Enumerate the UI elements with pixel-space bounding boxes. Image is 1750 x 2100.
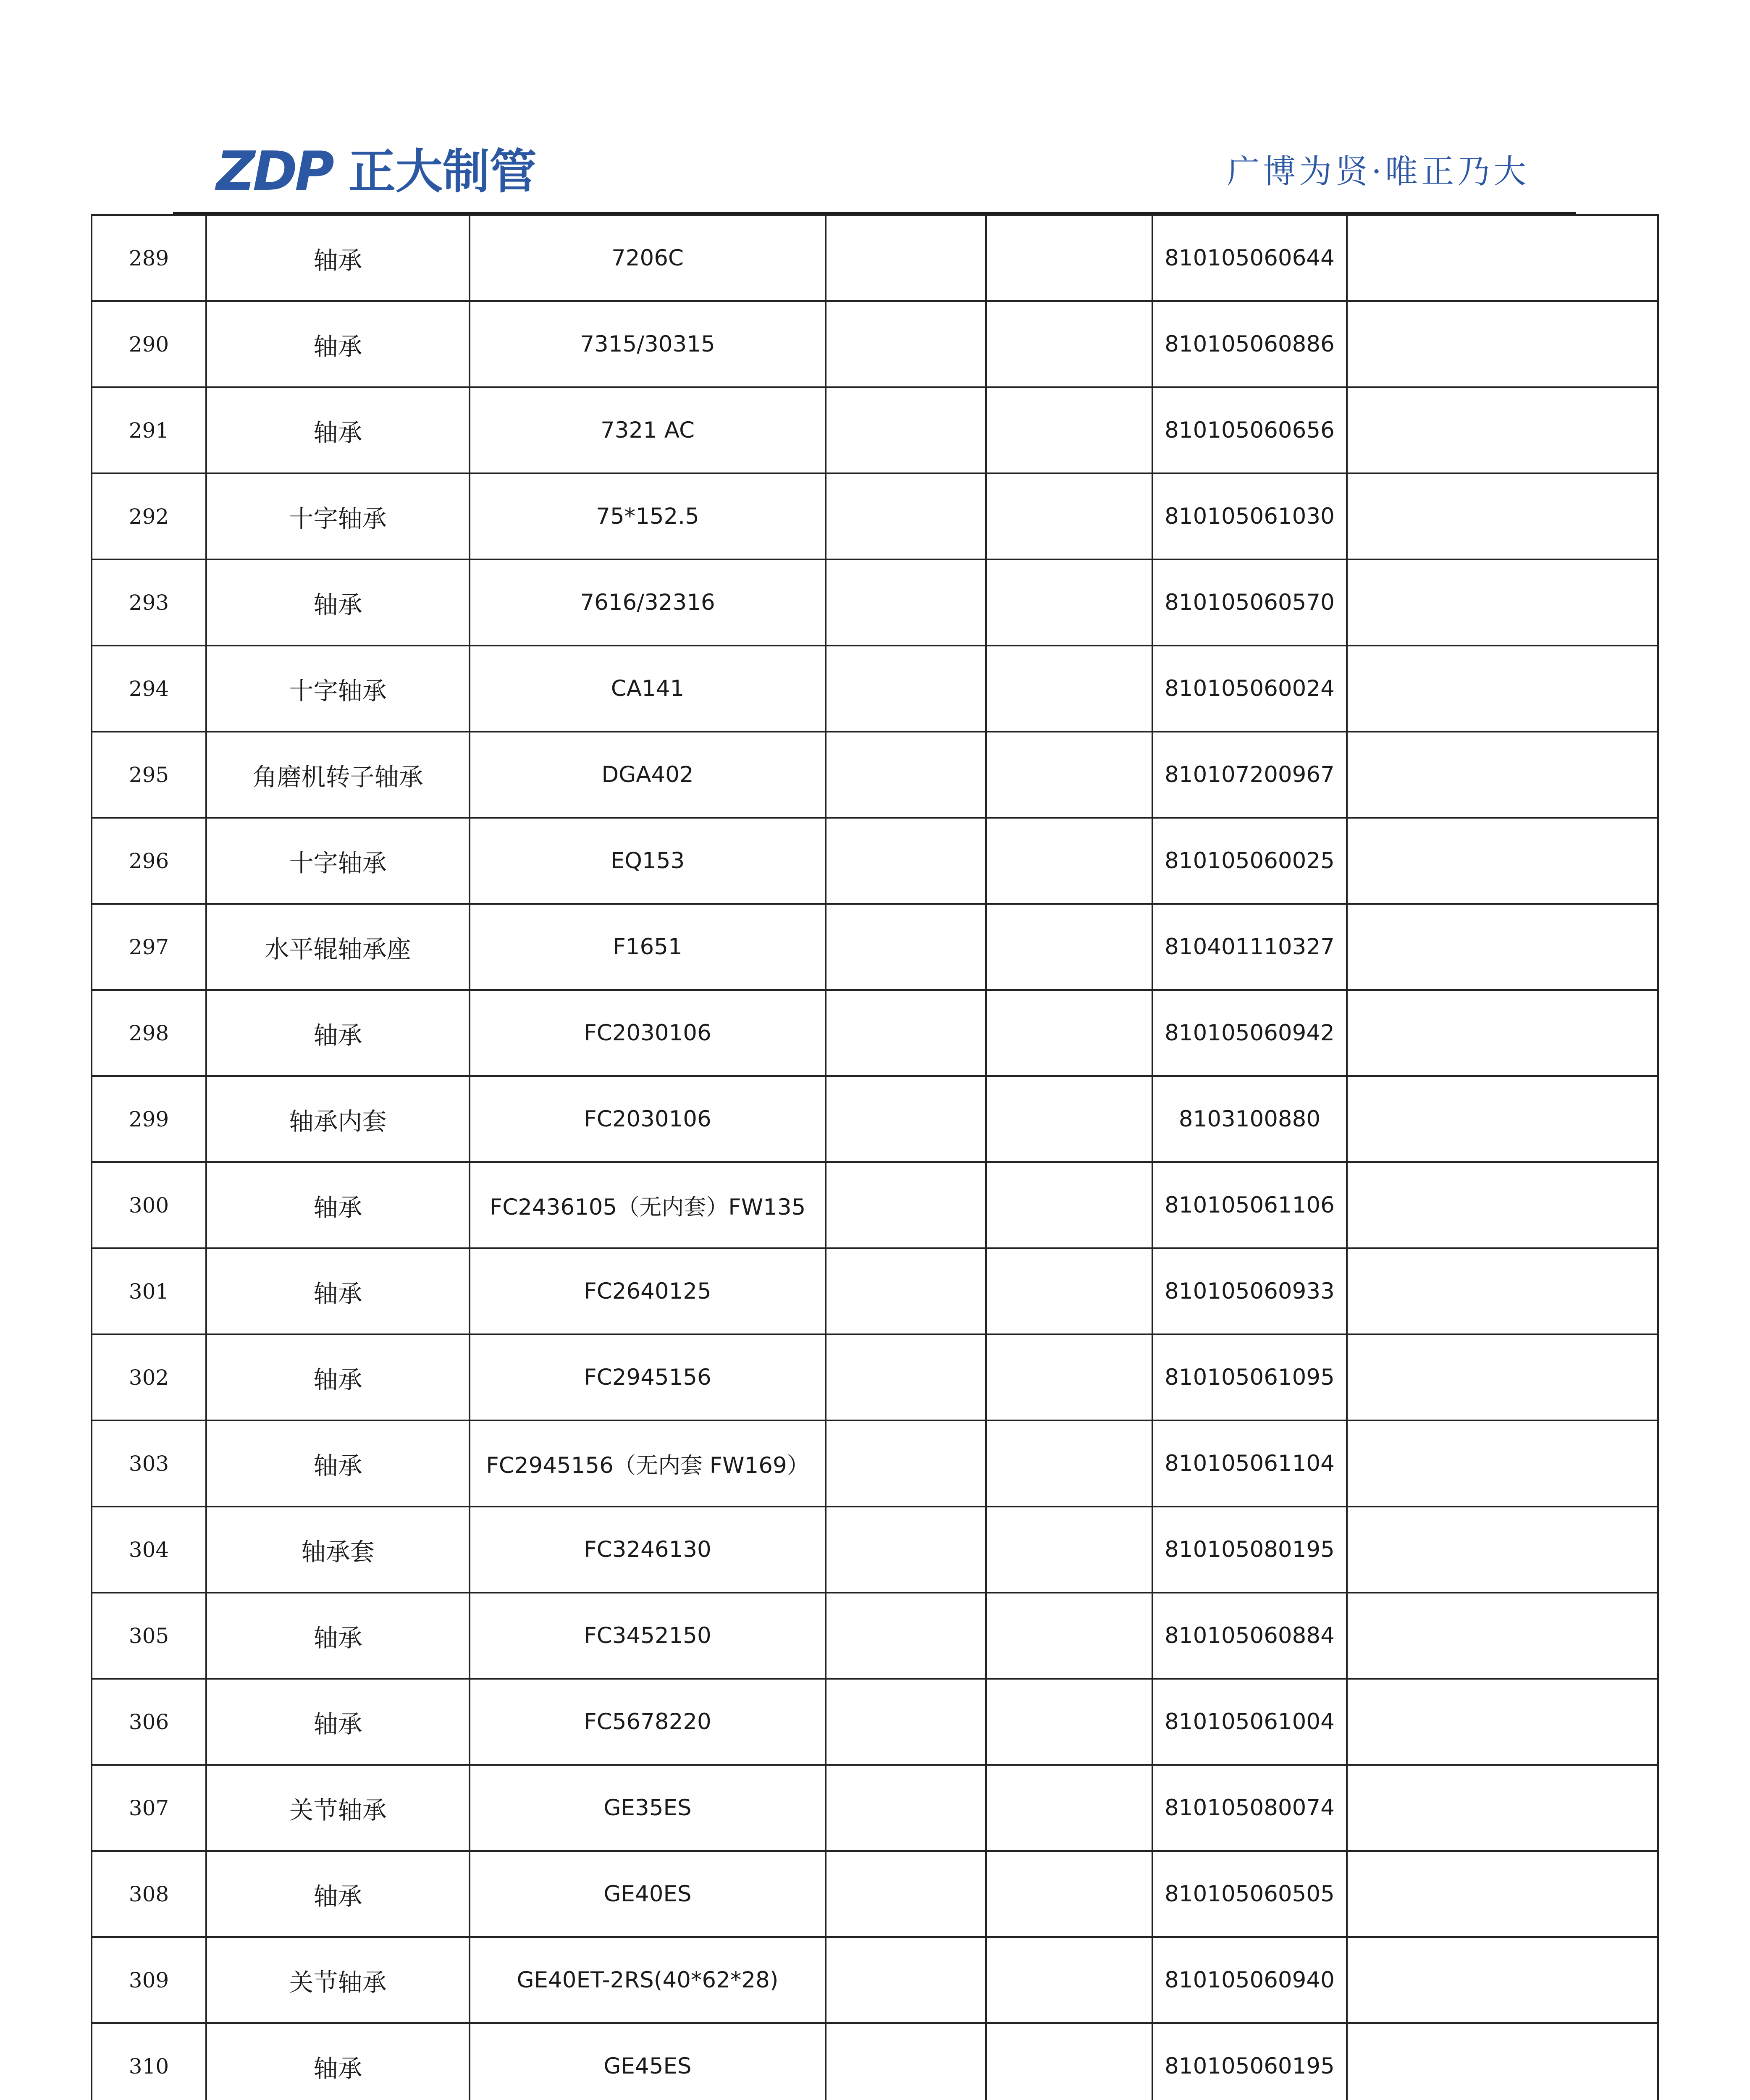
item-name-cell: 轴承 (206, 1593, 470, 1679)
blank-cell (986, 1593, 1152, 1679)
item-name-cell: 轴承 (206, 990, 470, 1076)
company-logo (216, 140, 537, 203)
item-name-cell: 轴承 (206, 301, 470, 387)
blank-cell (1347, 2023, 1658, 2100)
blank-cell (826, 990, 986, 1076)
item-name-cell: 轴承 (206, 1248, 470, 1334)
material-code-cell: 810105080195 (1152, 1507, 1347, 1593)
item-spec-cell: GE35ES (470, 1765, 826, 1851)
material-code-cell: 810105060886 (1152, 301, 1347, 387)
blank-cell (986, 387, 1152, 473)
blank-cell (986, 1937, 1152, 2023)
blank-cell (1347, 1334, 1658, 1420)
blank-cell (986, 904, 1152, 990)
row-number-cell: 294 (92, 646, 206, 732)
blank-cell (1347, 1765, 1658, 1851)
item-spec-cell: FC5678220 (470, 1679, 826, 1765)
blank-cell (986, 1162, 1152, 1248)
blank-cell (1347, 1420, 1658, 1507)
item-name-cell: 轴承 (206, 2023, 470, 2100)
table-row (92, 1851, 1658, 1937)
material-code-cell: 810105080074 (1152, 1765, 1347, 1851)
blank-cell (1347, 732, 1658, 818)
blank-cell (826, 559, 986, 646)
table-row (92, 301, 1658, 387)
item-name-cell: 轴承套 (206, 1507, 470, 1593)
material-code-cell: 810105060940 (1152, 1937, 1347, 2023)
blank-cell (826, 732, 986, 818)
item-spec-cell: DGA402 (470, 732, 826, 818)
blank-cell (1347, 559, 1658, 646)
row-number-cell: 309 (92, 1937, 206, 2023)
company-slogan: 广博为贤·唯正乃大 (1227, 153, 1530, 191)
item-spec-cell: FC2945156 (470, 1334, 826, 1420)
material-code-cell: 810401110327 (1152, 904, 1347, 990)
material-code-cell: 810105061104 (1152, 1420, 1347, 1507)
blank-cell (986, 646, 1152, 732)
item-name-cell: 轴承 (206, 1679, 470, 1765)
table-row (92, 1334, 1658, 1420)
row-number-cell: 303 (92, 1420, 206, 1507)
blank-cell (1347, 215, 1658, 301)
blank-cell (986, 301, 1152, 387)
blank-cell (1347, 387, 1658, 473)
row-number-cell: 301 (92, 1248, 206, 1334)
item-name-cell: 十字轴承 (206, 818, 470, 904)
item-spec-cell: EQ153 (470, 818, 826, 904)
material-code-cell: 810105060884 (1152, 1593, 1347, 1679)
item-spec-cell: GE40ES (470, 1851, 826, 1937)
blank-cell (986, 990, 1152, 1076)
parts-table (91, 214, 1659, 2100)
blank-cell (826, 1076, 986, 1162)
row-number-cell: 307 (92, 1765, 206, 1851)
table-row (92, 990, 1658, 1076)
item-spec-cell: FC2030106 (470, 990, 826, 1076)
page-header (0, 0, 1750, 218)
blank-cell (1347, 1162, 1658, 1248)
item-spec-cell: FC2030106 (470, 1076, 826, 1162)
blank-cell (826, 1679, 986, 1765)
blank-cell (986, 1851, 1152, 1937)
table-row (92, 387, 1658, 473)
blank-cell (986, 1248, 1152, 1334)
blank-cell (986, 1507, 1152, 1593)
blank-cell (1347, 1076, 1658, 1162)
item-spec-cell: FC3452150 (470, 1593, 826, 1679)
table-row (92, 559, 1658, 646)
table-row (92, 818, 1658, 904)
row-number-cell: 305 (92, 1593, 206, 1679)
blank-cell (826, 904, 986, 990)
item-name-cell: 轴承内套 (206, 1076, 470, 1162)
item-spec-cell: FC2640125 (470, 1248, 826, 1334)
material-code-cell: 810105060195 (1152, 2023, 1347, 2100)
material-code-cell: 810105060024 (1152, 646, 1347, 732)
blank-cell (826, 301, 986, 387)
blank-cell (826, 818, 986, 904)
item-spec-cell: 7206C (470, 215, 826, 301)
item-spec-cell: 7616/32316 (470, 559, 826, 646)
blank-cell (1347, 1937, 1658, 2023)
blank-cell (986, 1679, 1152, 1765)
item-name-cell: 关节轴承 (206, 1937, 470, 2023)
material-code-cell: 810107200967 (1152, 732, 1347, 818)
blank-cell (986, 2023, 1152, 2100)
logo-company-name: 正大制管 (348, 144, 537, 199)
blank-cell (986, 818, 1152, 904)
parts-table-body (92, 215, 1658, 2100)
material-code-cell: 810105060644 (1152, 215, 1347, 301)
table-row (92, 1162, 1658, 1248)
table-row (92, 732, 1658, 818)
item-spec-cell: CA141 (470, 646, 826, 732)
material-code-cell: 810105061095 (1152, 1334, 1347, 1420)
item-name-cell: 十字轴承 (206, 473, 470, 559)
material-code-cell: 810105060933 (1152, 1248, 1347, 1334)
blank-cell (826, 1593, 986, 1679)
material-code-cell: 8103100880 (1152, 1076, 1347, 1162)
material-code-cell: 810105061106 (1152, 1162, 1347, 1248)
blank-cell (826, 1420, 986, 1507)
item-name-cell: 轴承 (206, 387, 470, 473)
item-spec-cell: 7315/30315 (470, 301, 826, 387)
row-number-cell: 290 (92, 301, 206, 387)
item-name-cell: 轴承 (206, 1334, 470, 1420)
blank-cell (1347, 646, 1658, 732)
table-row (92, 473, 1658, 559)
blank-cell (1347, 904, 1658, 990)
blank-cell (826, 1765, 986, 1851)
blank-cell (986, 732, 1152, 818)
table-row (92, 904, 1658, 990)
material-code-cell: 810105061004 (1152, 1679, 1347, 1765)
table-row (92, 1593, 1658, 1679)
item-spec-cell: FC2945156（无内套 FW169） (470, 1420, 826, 1507)
blank-cell (986, 559, 1152, 646)
table-row (92, 2023, 1658, 2100)
row-number-cell: 292 (92, 473, 206, 559)
material-code-cell: 810105060942 (1152, 990, 1347, 1076)
material-code-cell: 810105060570 (1152, 559, 1347, 646)
row-number-cell: 289 (92, 215, 206, 301)
item-name-cell: 轴承 (206, 1162, 470, 1248)
blank-cell (826, 1851, 986, 1937)
row-number-cell: 302 (92, 1334, 206, 1420)
blank-cell (826, 1937, 986, 2023)
blank-cell (826, 1248, 986, 1334)
material-code-cell: 810105060656 (1152, 387, 1347, 473)
table-row (92, 1937, 1658, 2023)
blank-cell (986, 1420, 1152, 1507)
item-name-cell: 轴承 (206, 1420, 470, 1507)
blank-cell (986, 1076, 1152, 1162)
table-row (92, 215, 1658, 301)
item-name-cell: 轴承 (206, 215, 470, 301)
row-number-cell: 295 (92, 732, 206, 818)
blank-cell (1347, 1248, 1658, 1334)
item-name-cell: 水平辊轴承座 (206, 904, 470, 990)
row-number-cell: 296 (92, 818, 206, 904)
table-row (92, 1076, 1658, 1162)
item-spec-cell: FC3246130 (470, 1507, 826, 1593)
blank-cell (1347, 990, 1658, 1076)
row-number-cell: 299 (92, 1076, 206, 1162)
table-row (92, 1507, 1658, 1593)
material-code-cell: 810105061030 (1152, 473, 1347, 559)
row-number-cell: 310 (92, 2023, 206, 2100)
item-spec-cell: F1651 (470, 904, 826, 990)
item-name-cell: 轴承 (206, 559, 470, 646)
row-number-cell: 304 (92, 1507, 206, 1593)
table-row (92, 1248, 1658, 1334)
blank-cell (826, 387, 986, 473)
blank-cell (986, 1334, 1152, 1420)
item-spec-cell: FC2436105（无内套）FW135 (470, 1162, 826, 1248)
blank-cell (1347, 301, 1658, 387)
blank-cell (1347, 473, 1658, 559)
item-name-cell: 十字轴承 (206, 646, 470, 732)
item-name-cell: 角磨机转子轴承 (206, 732, 470, 818)
row-number-cell: 298 (92, 990, 206, 1076)
blank-cell (826, 1334, 986, 1420)
blank-cell (826, 215, 986, 301)
table-row (92, 1765, 1658, 1851)
row-number-cell: 293 (92, 559, 206, 646)
item-spec-cell: 75*152.5 (470, 473, 826, 559)
item-name-cell: 轴承 (206, 1851, 470, 1937)
item-spec-cell: GE40ET-2RS(40*62*28) (470, 1937, 826, 2023)
blank-cell (826, 2023, 986, 2100)
material-code-cell: 810105060505 (1152, 1851, 1347, 1937)
item-spec-cell: GE45ES (470, 2023, 826, 2100)
table-row (92, 1679, 1658, 1765)
blank-cell (826, 473, 986, 559)
row-number-cell: 300 (92, 1162, 206, 1248)
blank-cell (986, 215, 1152, 301)
row-number-cell: 297 (92, 904, 206, 990)
blank-cell (1347, 818, 1658, 904)
blank-cell (986, 1765, 1152, 1851)
blank-cell (826, 1507, 986, 1593)
blank-cell (826, 646, 986, 732)
blank-cell (1347, 1679, 1658, 1765)
blank-cell (826, 1162, 986, 1248)
blank-cell (1347, 1851, 1658, 1937)
row-number-cell: 306 (92, 1679, 206, 1765)
row-number-cell: 308 (92, 1851, 206, 1937)
table-row (92, 646, 1658, 732)
blank-cell (1347, 1593, 1658, 1679)
item-name-cell: 关节轴承 (206, 1765, 470, 1851)
row-number-cell: 291 (92, 387, 206, 473)
item-spec-cell: 7321 AC (470, 387, 826, 473)
blank-cell (1347, 1507, 1658, 1593)
blank-cell (986, 473, 1152, 559)
material-code-cell: 810105060025 (1152, 818, 1347, 904)
logo-mark: ZDP (216, 140, 332, 203)
table-row (92, 1420, 1658, 1507)
